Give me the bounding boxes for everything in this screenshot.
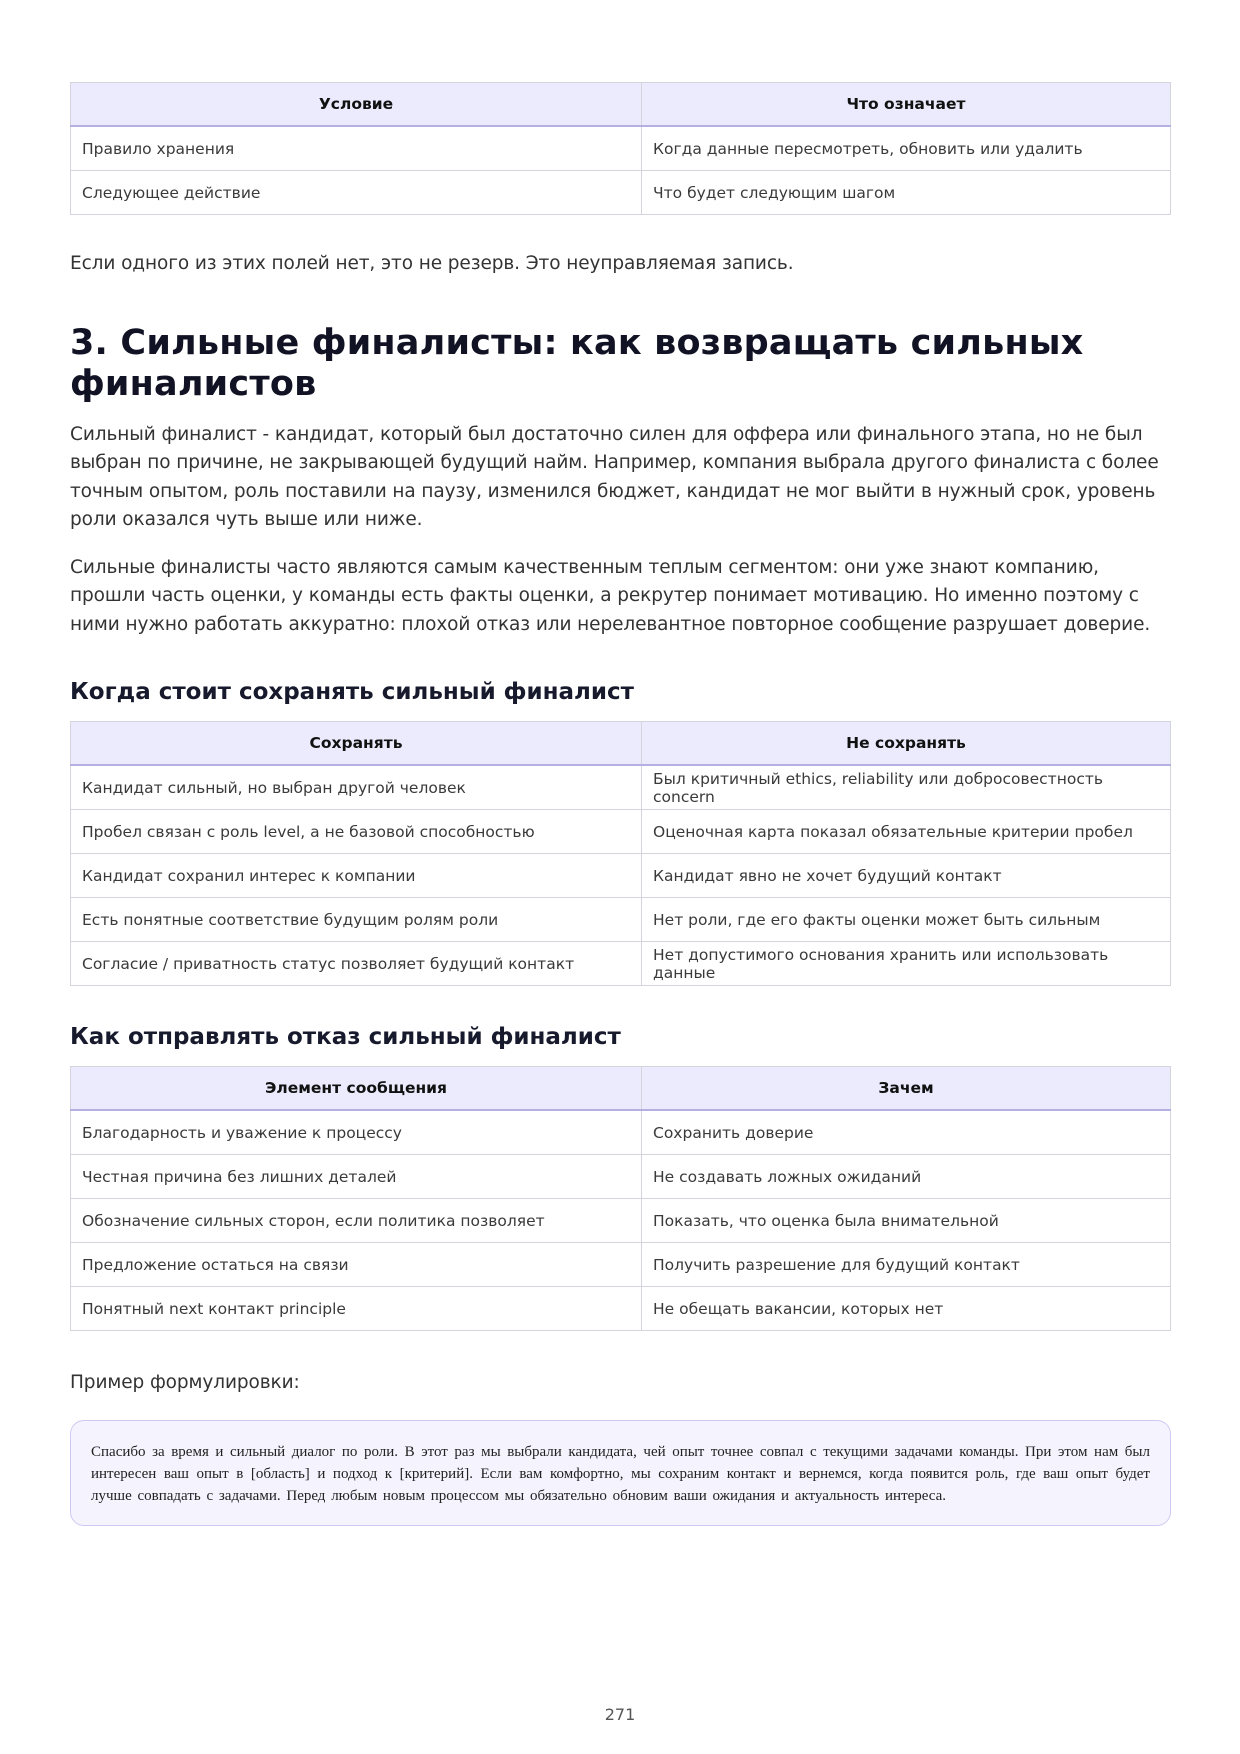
table-cell: Оценочная карта показал обязательные критерии пробел: [642, 810, 1171, 854]
table-cell: Пробел связан с роль level, а не базовой способностью: [71, 810, 642, 854]
table-row: [71, 854, 1171, 898]
table-cell: Кандидат сохранил интерес к компании: [71, 854, 642, 898]
table-cell: Кандидат явно не хочет будущий контакт: [642, 854, 1171, 898]
document-page: [70, 82, 1171, 1526]
table-cell: Нет роли, где его факты оценки может быть сильным: [642, 898, 1171, 942]
table-cell: Правило хранения: [71, 126, 642, 171]
table-cell: Согласие / приватность статус позволяет будущий контакт: [71, 942, 642, 986]
table-cell: Когда данные пересмотреть, обновить или удалить: [642, 126, 1171, 171]
section-title: 3. Сильные финалисты: как возвращать сильных финалистов: [70, 322, 1084, 404]
table-row: [71, 1155, 1171, 1199]
table-cell: Получить разрешение для будущий контакт: [642, 1243, 1171, 1287]
table-header-cell: Сохранять: [71, 722, 642, 766]
rejection-message-table: [70, 1066, 1171, 1331]
table-cell: Был критичный ethics, reliability или добросовестность concern: [642, 765, 1171, 810]
table-header-cell: Условие: [71, 83, 642, 127]
table-cell: Кандидат сильный, но выбран другой человек: [71, 765, 642, 810]
keep-criteria-table: [70, 721, 1171, 986]
example-message-block: Спасибо за время и сильный диалог по роли. В этот раз мы выбрали кандидата, чей опыт точнее совпал с текущими задачами команды. При этом нам был интересен ваш опыт в [область] и подход к [критерий]. Если вам комфортно, мы сохраним контакт и вернемся, когда появится роль, где ваш опыт будет лучше совпадать с задачами. Перед любым новым процессом мы обязательно обновим ваши ожидания и актуальность интереса.: [70, 1420, 1171, 1526]
table-header-row: [71, 83, 1171, 127]
note-paragraph: Если одного из этих полей нет, это не резерв. Это неуправляемая запись.: [70, 253, 794, 274]
table-row: [71, 126, 1171, 171]
intro-paragraph: Сильный финалист - кандидат, который был достаточно силен для оффера или финального этапа, но не был выбран по причине, не закрывающей будущий найм. Например, компания выбрала другого финалиста с более точным опытом, роль поставили на паузу, изменился бюджет, кандидат не мог выйти в нужный срок, уровень роли оказался чуть выше или ниже.: [70, 423, 1159, 530]
page-number: 271: [604, 1705, 636, 1724]
table-cell: Следующее действие: [71, 171, 642, 215]
table-row: [71, 1199, 1171, 1243]
subsection-title-rejection: Как отправлять отказ сильный финалист: [70, 1024, 621, 1050]
table-header-row: [71, 722, 1171, 766]
table-cell: Нет допустимого основания хранить или использовать данные: [642, 942, 1171, 986]
table-row: [71, 942, 1171, 986]
table-header-cell: Что означает: [642, 83, 1171, 127]
table-cell: Есть понятные соответствие будущим ролям роли: [71, 898, 642, 942]
retention-fields-table: [70, 82, 1171, 215]
table-header-cell: Зачем: [642, 1067, 1171, 1111]
table-header-row: [71, 1067, 1171, 1111]
table-cell: Показать, что оценка была внимательной: [642, 1199, 1171, 1243]
table-cell: Предложение остаться на связи: [71, 1243, 642, 1287]
segment-paragraph: Сильные финалисты часто являются самым качественным теплым сегментом: они уже знают компанию, прошли часть оценки, у команды есть факты оценки, а рекрутер понимает мотивацию. Но именно поэтому с ними нужно работать аккуратно: плохой отказ или нерелевантное повторное сообщение разрушает доверие.: [70, 556, 1151, 635]
table-cell: Обозначение сильных сторон, если политика позволяет: [71, 1199, 642, 1243]
table-row: [71, 1243, 1171, 1287]
example-label: Пример формулировки:: [70, 1372, 300, 1393]
table-row: [71, 1287, 1171, 1331]
table-row: [71, 1110, 1171, 1155]
table-cell: Понятный next контакт principle: [71, 1287, 642, 1331]
table-cell: Честная причина без лишних деталей: [71, 1155, 642, 1199]
table-cell: Сохранить доверие: [642, 1110, 1171, 1155]
table-cell: Благодарность и уважение к процессу: [71, 1110, 642, 1155]
table-header-cell: Элемент сообщения: [71, 1067, 642, 1111]
table-cell: Не создавать ложных ожиданий: [642, 1155, 1171, 1199]
table-row: [71, 898, 1171, 942]
table-row: [71, 810, 1171, 854]
table-cell: Не обещать вакансии, которых нет: [642, 1287, 1171, 1331]
table-row: [71, 171, 1171, 215]
table-header-cell: Не сохранять: [642, 722, 1171, 766]
table-row: [71, 765, 1171, 810]
table-cell: Что будет следующим шагом: [642, 171, 1171, 215]
subsection-title-keep: Когда стоит сохранять сильный финалист: [70, 679, 634, 705]
